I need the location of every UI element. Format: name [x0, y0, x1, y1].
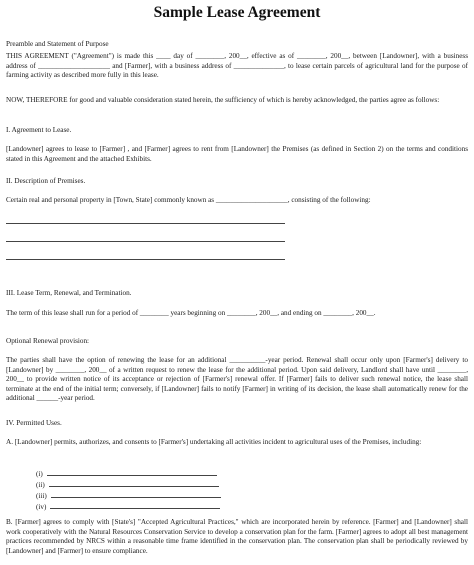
preamble-text: THIS AGREEMENT ("Agreement") is made this ____ day of ________, 200__, effective as of ________, 200__, between [Landowner], with a business address of ____________________ and [Farmer], with a business address of ______________, to lease certain parcels of agricultural land for the purpose of farming activity as described more fully in this lease. — [6, 52, 468, 80]
section1-text: [Landowner] agrees to lease to [Farmer] , and [Farmer] agrees to rent from [Landowner] the Premises (as defined in Section 2) on the terms and conditions stated in this Agreement and the attached Exhibits. — [6, 145, 468, 163]
permitted-use-item-4: (iv) — [36, 502, 266, 512]
document-title: Sample Lease Agreement — [153, 4, 321, 21]
section2-text: Certain real and personal property in [Town, State] commonly known as ____________________, consisting of the following: — [6, 196, 371, 204]
premises-blank-line-3 — [6, 259, 285, 260]
section2-heading: II. Description of Premises. — [6, 177, 86, 185]
section1-heading: I. Agreement to Lease. — [6, 126, 72, 134]
permitted-use-item-1: (i) — [36, 469, 266, 479]
section4-a-text: A. [Landowner] permits, authorizes, and consents to [Farmer's] undertaking all activities incident to agricultural uses of the Premises, including: — [6, 438, 422, 446]
preamble-heading: Preamble and Statement of Purpose — [6, 40, 109, 48]
optional-renewal-heading: Optional Renewal provision: — [6, 337, 90, 345]
premises-blank-line-1 — [6, 223, 285, 224]
permitted-use-item-3: (iii) — [36, 491, 266, 501]
permitted-use-item-2: (ii) — [36, 480, 266, 490]
section3-text: The term of this lease shall run for a period of ________ years beginning on ________, 200__, and ending on ________, 200__. — [6, 309, 376, 317]
section3-heading: III. Lease Term, Renewal, and Termination. — [6, 289, 132, 297]
now-therefore-text: NOW, THEREFORE for good and valuable consideration stated herein, the sufficiency of which is hereby acknowledged, the parties agree as follows: — [6, 96, 440, 104]
optional-renewal-text: The parties shall have the option of renewing the lease for an additional __________-year period. Renewal shall occur only upon [Farmer's] delivery to [Landowner] by ________, 200__ of a written request to renew the lease for the additional period. Upon said delivery, Landlord shall have until ________, 200__ to provide written notice of its acceptance or rejection of [Farmer's] renewal offer. If [Farmer] fails to deliver such renewal notice, the lease shall terminate at the end of the initial term; conversely, if [Landowner] fails to notify [Farmer] in writing of its decision, the lease shall automatically renew for the additional ______-year period. — [6, 356, 468, 403]
section4-heading: IV. Permitted Uses. — [6, 419, 62, 427]
premises-blank-line-2 — [6, 241, 285, 242]
section4-b-text: B. [Farmer] agrees to comply with [State's] "Accepted Agricultural Practices," which are incorporated herein by reference. [Farmer] and [Landowner] shall work cooperatively with the Natural Resources Conservation Service to develop a conservation plan for the farm. [Farmer] agrees to adopt all best management practices recommended by NRCS within a reasonable time frame identified in the conservation plan. The conservation plan shall be periodically reviewed by [Landowner] and [Farmer] to ensure compliance. — [6, 518, 468, 555]
